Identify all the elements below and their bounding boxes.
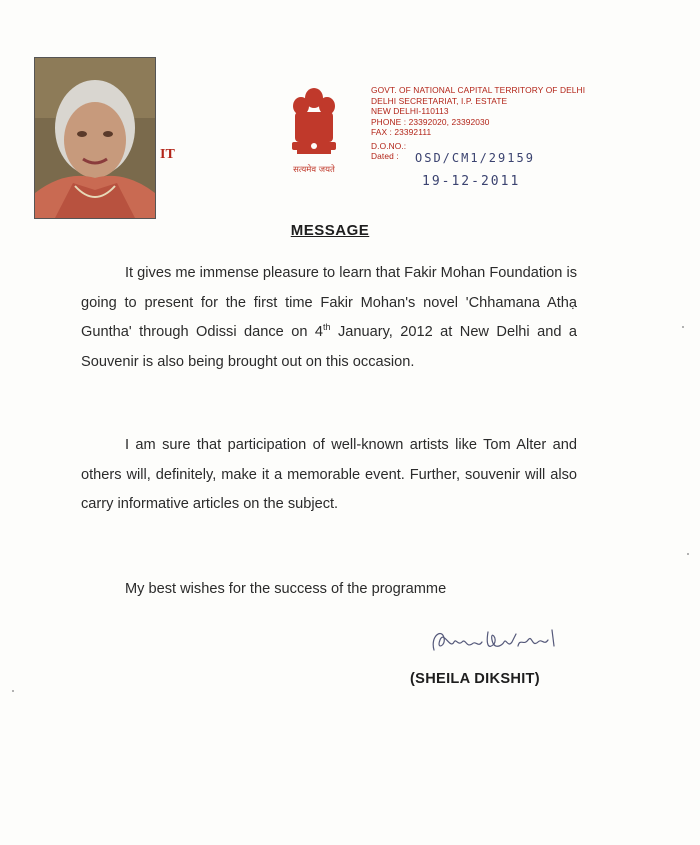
paragraph-2-text: I am sure that participation of well-known artists like Tom Alter and others will, definitely, make it a memorable event. Further, souvenir will also carry informative articles on the subject.: [81, 437, 577, 512]
letterhead-line: DELHI SECRETARIAT, I.P. ESTATE: [371, 95, 508, 106]
emblem-motto: सत्यमेव जयते: [293, 165, 335, 175]
signatory-name: (SHEILA DIKSHIT): [410, 671, 540, 687]
message-paragraph-1: [81, 259, 577, 377]
paragraph-1-text-b: January, 2012 at New Delhi and a Souvenir is also being brought out on this occasion.: [81, 324, 578, 370]
message-paragraph-2: [81, 431, 577, 520]
scan-speck: [687, 553, 689, 555]
message-paragraph-3: [81, 575, 577, 605]
letterhead-line: FAX : 23392111: [371, 127, 432, 137]
portrait-photo: [34, 57, 156, 219]
scan-speck: [682, 326, 684, 328]
message-title: MESSAGE: [290, 222, 370, 239]
paragraph-3-text: My best wishes for the success of the programme: [125, 581, 447, 597]
seal-mark: IT: [160, 147, 175, 162]
date-value: 19-12-2011: [422, 174, 521, 189]
scan-speck: [12, 690, 14, 692]
letterhead-line: GOVT. OF NATIONAL CAPITAL TERRITORY OF DELHI: [371, 85, 586, 95]
letterhead-line: NEW DELHI-110113: [371, 106, 449, 116]
paragraph-1-text-a: It gives me immense pleasure to learn that Fakir Mohan Foundation is going to present for the first time Fakir Mohan's novel 'Chhamana Athạ Guntha' through Odissi dance on 4: [81, 265, 577, 340]
do-number-label: D.O.NO.:: [371, 140, 407, 151]
handwritten-signature: [428, 620, 568, 660]
national-emblem-icon: [283, 86, 345, 178]
dated-label: Dated :: [371, 151, 399, 161]
letterhead-line: PHONE : 23392020, 23392030: [371, 116, 490, 127]
ordinal-suffix: th: [323, 322, 331, 333]
do-number-value: OSD/CM1/29159: [415, 151, 535, 165]
